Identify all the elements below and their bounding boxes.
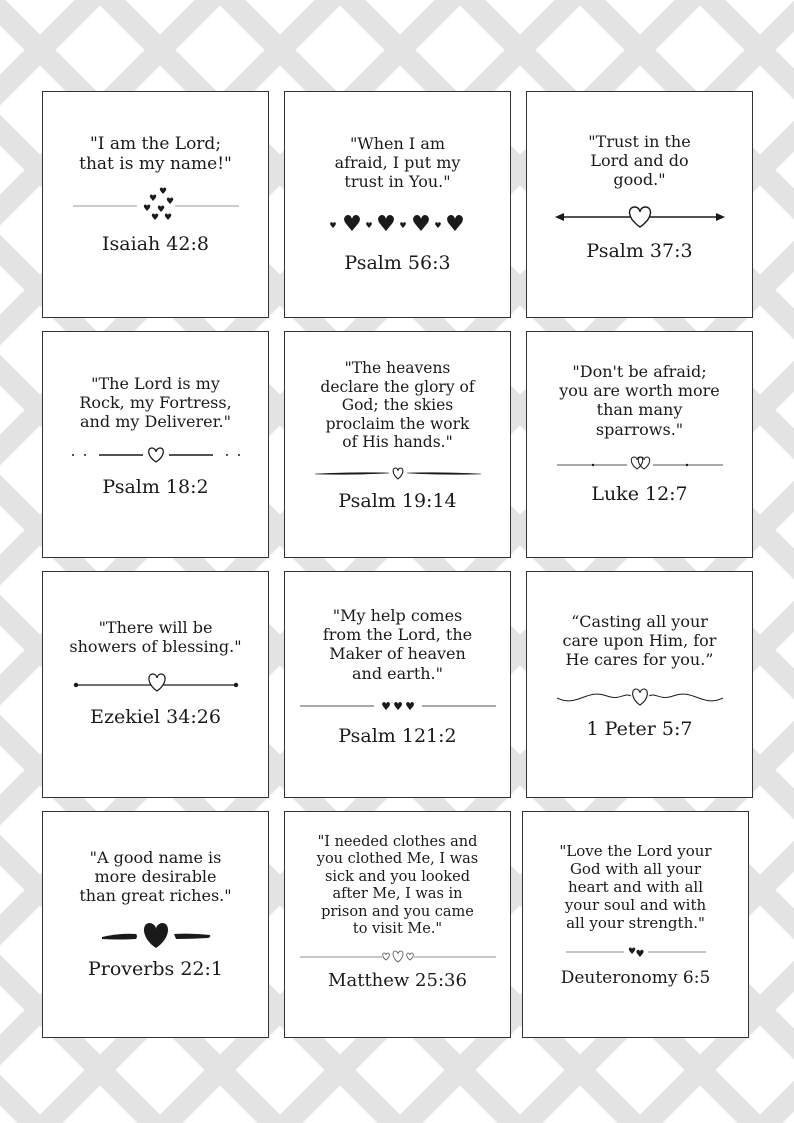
wavy-heart-line-icon [557, 684, 723, 708]
verse-quote: "The Lord is my Rock, my Fortress, and my Deliverer." [79, 374, 232, 432]
verse-quote: "I am the Lord; that is my name!" [79, 134, 232, 175]
three-hearts-line-icon [298, 697, 498, 715]
svg-text:♥: ♥ [444, 211, 465, 236]
verse-quote: "When I am afraid, I put my trust in You." [334, 134, 461, 192]
verse-card [42, 571, 269, 798]
verse-quote: "The heavens declare the glory of God; the skies proclaim the work of His hands." [320, 359, 475, 452]
dotted-heart-line-icon [71, 444, 241, 464]
svg-text:♥: ♥ [635, 949, 644, 960]
verse-quote: "Trust in the Lord and do good." [588, 132, 691, 190]
svg-text:♥: ♥ [341, 211, 362, 236]
verse-reference: Psalm 19:14 [338, 489, 457, 512]
svg-text:♥: ♥ [150, 212, 159, 223]
verse-reference: 1 Peter 5:7 [586, 717, 693, 740]
verse-quote: "There will be showers of blessing." [69, 618, 242, 657]
verse-reference: Psalm 18:2 [102, 475, 209, 498]
small-hearts-line-icon [536, 942, 736, 960]
verse-quote: "Love the Lord your God with all your heart and with all your soul and with all your strength." [559, 842, 712, 932]
svg-text:♥: ♥ [380, 699, 391, 713]
tapered-heart-line-icon [315, 464, 481, 482]
verse-reference: Proverbs 22:1 [88, 957, 223, 980]
verse-reference: Isaiah 42:8 [102, 232, 209, 255]
verse-quote: "Don't be afraid; you are worth more than many sparrows." [559, 362, 720, 439]
verse-reference: Psalm 56:3 [344, 251, 451, 274]
verse-reference: Matthew 25:36 [328, 970, 467, 992]
svg-text:♥: ♥ [156, 204, 165, 215]
heart-arrow-icon [555, 202, 725, 232]
scattered-hearts-icon [71, 185, 241, 225]
verse-quote: “Casting all your care upon Him, for He cares for you.” [562, 612, 717, 670]
svg-text:♥: ♥ [392, 699, 403, 713]
verse-reference: Ezekiel 34:26 [90, 706, 221, 729]
verse-quote: "My help comes from the Lord, the Maker of heaven and earth." [322, 606, 473, 683]
svg-text:♥: ♥ [163, 212, 172, 223]
outline-hearts-line-icon [298, 948, 498, 964]
verse-card [42, 811, 269, 1038]
svg-text:♥: ♥ [398, 220, 407, 230]
svg-text:♥: ♥ [375, 211, 396, 236]
verse-reference: Deuteronomy 6:5 [560, 968, 711, 988]
verse-card [526, 331, 753, 558]
svg-text:♥: ♥ [433, 220, 442, 230]
verse-card [284, 91, 511, 318]
verse-quote: "I needed clothes and you clothed Me, I was sick and you looked after Me, I was in prison and you came to visit Me." [316, 834, 479, 937]
verse-reference: Psalm 37:3 [586, 239, 693, 262]
svg-text:♥: ♥ [148, 193, 157, 204]
verse-reference: Luke 12:7 [591, 482, 688, 505]
verse-card [284, 811, 511, 1038]
svg-text:♥: ♥ [158, 186, 167, 197]
svg-text:♥: ♥ [410, 211, 431, 236]
verse-card [284, 571, 511, 798]
svg-text:♥: ♥ [142, 203, 151, 214]
heart-line-dots-icon [73, 670, 239, 694]
verse-card [42, 91, 269, 318]
verse-card [522, 811, 749, 1038]
svg-text:♥: ♥ [328, 220, 337, 230]
svg-text:♥: ♥ [404, 699, 415, 713]
verse-quote: "A good name is more desirable than great riches." [79, 848, 232, 906]
verse-reference: Psalm 121:2 [338, 724, 457, 747]
verse-card [526, 91, 753, 318]
svg-text:♥: ♥ [627, 947, 636, 957]
heart-row-icon [328, 210, 468, 236]
brush-heart-icon [96, 918, 216, 952]
verse-card [42, 331, 269, 558]
svg-text:♥: ♥ [364, 220, 373, 230]
verse-card [526, 571, 753, 798]
svg-text:♥: ♥ [165, 196, 174, 207]
double-heart-line-icon [557, 451, 723, 473]
verse-card [284, 331, 511, 558]
